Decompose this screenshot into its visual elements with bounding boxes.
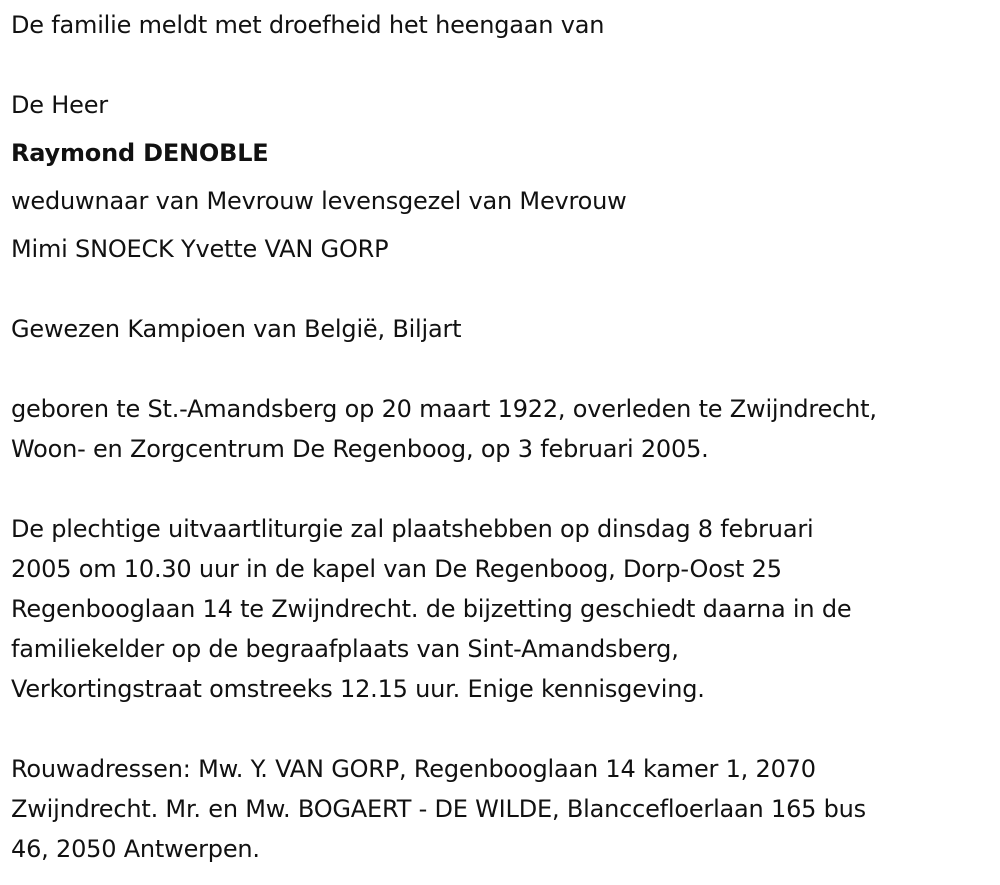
birth-death-line-1: geboren te St.-Amandsberg op 20 maart 1922, overleden te Zwijndrecht, <box>11 395 877 423</box>
funeral-line-3: Regenbooglaan 14 te Zwijndrecht. de bijzetting geschiedt daarna in de <box>11 595 852 623</box>
funeral-line-4: familiekelder op de begraafplaats van Sint-Amandsberg, <box>11 635 679 663</box>
title-line: Gewezen Kampioen van België, Biljart <box>11 315 462 343</box>
salutation: De Heer <box>11 91 108 119</box>
birth-death-line-2: Woon- en Zorgcentrum De Regenboog, op 3 februari 2005. <box>11 435 709 463</box>
intro-line: De familie meldt met droefheid het heengaan van <box>11 11 605 39</box>
partners-line: Mimi SNOECK Yvette VAN GORP <box>11 235 389 263</box>
addresses-line-3: 46, 2050 Antwerpen. <box>11 835 260 863</box>
funeral-line-5: Verkortingstraat omstreeks 12.15 uur. Enige kennisgeving. <box>11 675 705 703</box>
addresses-line-2: Zwijndrecht. Mr. en Mw. BOGAERT - DE WILDE, Blanccefloerlaan 165 bus <box>11 795 866 823</box>
relation-line: weduwnaar van Mevrouw levensgezel van Mevrouw <box>11 187 627 215</box>
deceased-name: Raymond DENOBLE <box>11 139 269 167</box>
funeral-line-1: De plechtige uitvaartliturgie zal plaatshebben op dinsdag 8 februari <box>11 515 814 543</box>
addresses-line-1: Rouwadressen: Mw. Y. VAN GORP, Regenbooglaan 14 kamer 1, 2070 <box>11 755 816 783</box>
funeral-line-2: 2005 om 10.30 uur in de kapel van De Regenboog, Dorp-Oost 25 <box>11 555 782 583</box>
